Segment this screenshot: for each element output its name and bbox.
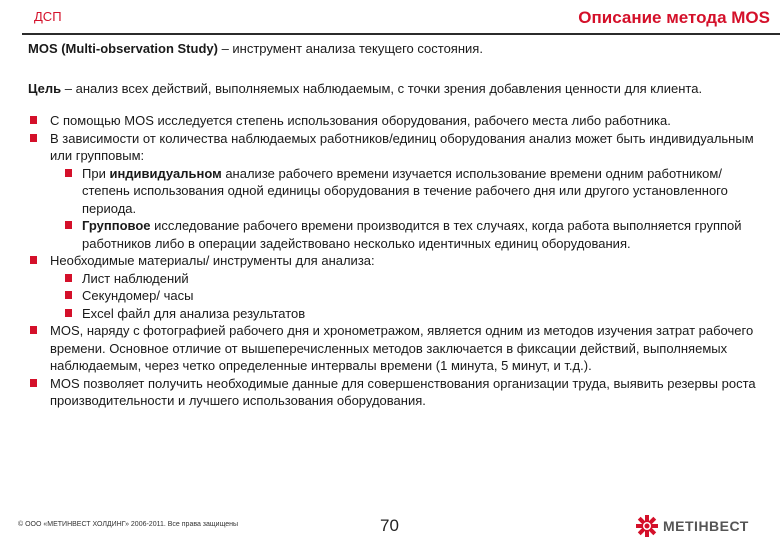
goal-text: – анализ всех действий, выполняемых наблюдаемым, с точки зрения добавления ценности для клиента. bbox=[61, 80, 703, 96]
bullet-text: MOS позволяет получить необходимые данные для совершенствования организации труда, выявить резервы роста производительности и лучшего использования оборудования. bbox=[50, 375, 756, 408]
list-item bbox=[28, 375, 764, 410]
bullet-square-icon bbox=[30, 379, 37, 387]
bullet-square-icon bbox=[30, 116, 37, 124]
sub-list-item bbox=[50, 270, 764, 288]
header-divider bbox=[22, 33, 780, 35]
bullet-square-icon bbox=[30, 256, 37, 264]
page-number: 70 bbox=[380, 516, 399, 535]
list-item bbox=[28, 112, 764, 130]
bullet-text: Необходимые материалы/ инструменты для анализа: bbox=[50, 253, 375, 268]
bullet-text: анализе рабочего времени изучается использование времени одним работником/ степень использования одной единицы оборудования в течение рабочего дня или другого установленного периода. bbox=[82, 165, 728, 216]
company-logo bbox=[636, 515, 749, 537]
bullet-text: Excel файл для анализа результатов bbox=[82, 305, 306, 321]
goal-term: Цель bbox=[28, 80, 62, 96]
bullet-square-icon bbox=[30, 134, 37, 142]
sub-bullet-list bbox=[50, 165, 764, 253]
bullet-text: При bbox=[82, 165, 110, 181]
bullet-square-icon bbox=[65, 274, 72, 282]
bullet-text: Секундомер/ часы bbox=[82, 288, 194, 303]
sub-list-item bbox=[50, 287, 764, 305]
list-item bbox=[28, 130, 764, 253]
bullet-square-icon bbox=[65, 221, 72, 229]
bullet-text: MOS, наряду с фотографией рабочего дня и хронометражом, является одним из методов изучения затрат рабочего времени. Основное отличие от вышеперечисленных методов заключается в фиксации действий, выполняемых наблюдаемым, через четко определенные интервалы времени (1 минута, 5 минут, и т.д.). bbox=[50, 323, 754, 373]
list-item bbox=[28, 252, 764, 322]
slide-title: Описание метода MOS bbox=[578, 8, 770, 27]
bullet-text: С помощью MOS исследуется степень использования оборудования, рабочего места либо работника. bbox=[50, 113, 671, 128]
sub-list-item bbox=[50, 217, 764, 252]
metinvest-logo-icon bbox=[636, 515, 658, 537]
bullet-square-icon bbox=[65, 169, 72, 177]
bullet-square-icon bbox=[65, 291, 72, 299]
bullet-square-icon bbox=[30, 326, 37, 334]
classification-marker: ДСП bbox=[34, 9, 62, 24]
sub-list-item bbox=[50, 305, 764, 323]
list-item bbox=[28, 322, 764, 375]
bullet-list bbox=[28, 112, 764, 410]
sub-list-item bbox=[50, 165, 764, 218]
mos-definition bbox=[28, 40, 764, 58]
bullet-text: Лист наблюдений bbox=[82, 270, 189, 286]
bullet-square-icon bbox=[65, 309, 72, 317]
bullet-text: В зависимости от количества наблюдаемых работников/единиц оборудования анализ может быть индивидуальным или групповым: bbox=[50, 130, 754, 163]
bullet-emphasis: индивидуальном bbox=[109, 165, 222, 181]
sub-bullet-list bbox=[50, 270, 764, 323]
goal-statement bbox=[28, 80, 764, 98]
logo-wordmark: МЕТІНВЕСТ bbox=[663, 518, 749, 534]
slide-body bbox=[28, 40, 764, 410]
copyright-notice: © ООО «МЕТИНВЕСТ ХОЛДИНГ» 2006-2011. Все права защищены bbox=[18, 521, 239, 528]
bullet-text: исследование рабочего времени производится в тех случаях, когда работа выполняется группой работников либо в операции задействовано несколько идентичных единиц оборудования. bbox=[82, 218, 742, 251]
mos-definition-text: – инструмент анализа текущего состояния. bbox=[217, 41, 483, 56]
mos-term: MOS (Multi-observation Study) bbox=[28, 41, 218, 56]
bullet-emphasis: Групповое bbox=[82, 218, 151, 233]
